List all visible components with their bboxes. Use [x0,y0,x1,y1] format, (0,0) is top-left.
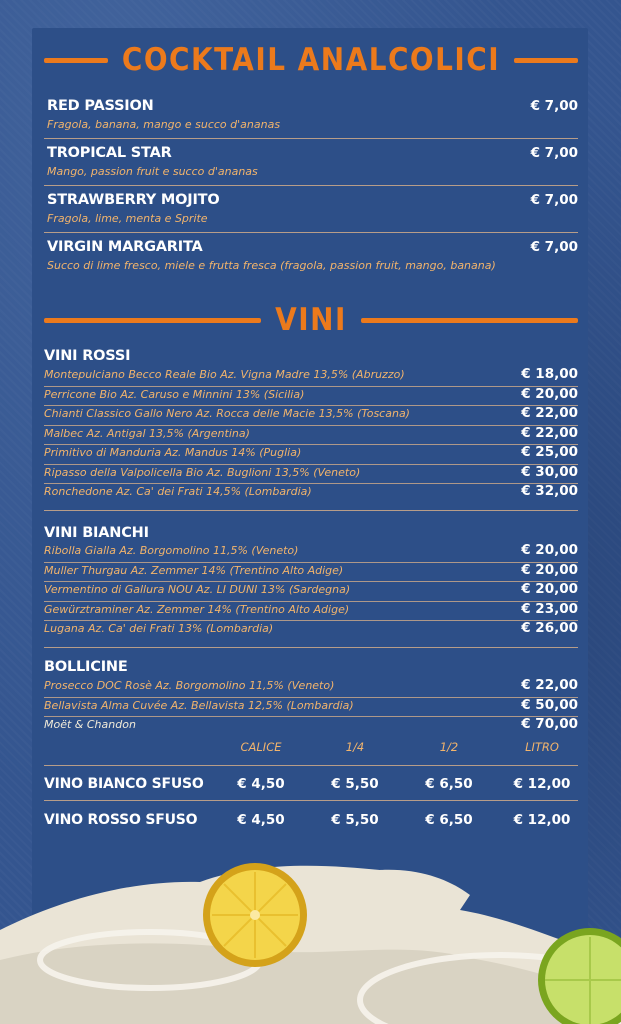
wine-row [44,601,578,622]
wine-price: € 22,00 [521,677,578,693]
column-header-litro: LITRO [525,740,559,754]
column-header-quarter: 1/4 [345,740,365,754]
wine-row [44,581,578,602]
sfuso-price: € 5,50 [331,776,379,792]
wine-row [44,697,578,718]
cocktail-price: € 7,00 [530,98,578,114]
cocktail-name: VIRGIN MARGARITA [47,239,203,255]
wine-row [44,444,578,465]
wine-section-header [44,300,578,340]
sfuso-price: € 4,50 [237,776,285,792]
wine-price: € 50,00 [521,696,578,713]
sfuso-price: € 6,50 [425,812,473,828]
divider [44,232,578,233]
wine-name: Malbec Az. Antigal 13,5% (Argentina) [44,426,250,440]
cocktail-name: TROPICAL STAR [47,145,172,161]
wine-price: € 20,00 [521,542,578,558]
divider [44,510,578,511]
wine-name: Vermentino di Gallura NOU Az. LI DUNI 13% (Sardegna) [44,583,351,596]
wine-row [44,620,578,640]
sfuso-price: € 12,00 [513,776,571,792]
divider [44,800,578,801]
wine-name: Bellavista Alma Cuvée Az. Bellavista 12,5% (Lombardia) [44,698,354,712]
wine-row [44,716,578,736]
wine-row [44,386,578,407]
wine-row [44,405,578,426]
wine-price: € 32,00 [521,483,578,499]
divider [44,765,578,766]
cocktail-description: Fragola, lime, menta e Sprite [47,212,208,225]
cocktail-price: € 7,00 [530,145,578,161]
white-wines-title: VINI BIANCHI [44,525,149,541]
divider [44,185,578,186]
sfuso-price: € 6,50 [425,776,473,792]
divider [44,138,578,139]
wine-price: € 22,00 [521,424,578,441]
cocktail-section-header [44,40,578,80]
wine-row [44,483,578,503]
wine-name: Perricone Bio Az. Caruso e Minnini 13% (Sicilia) [44,387,305,401]
wine-price: € 30,00 [521,463,578,480]
wine-row [44,464,578,485]
column-header-half: 1/2 [439,740,459,754]
wine-name: Prosecco DOC Rosè Az. Borgomolino 11,5% (Veneto) [44,679,335,692]
wine-name: Montepulciano Becco Reale Bio Az. Vigna Madre 13,5% (Abruzzo) [44,368,405,381]
wine-name: Ripasso della Valpolicella Bio Az. Buglioni 13,5% (Veneto) [44,465,361,479]
header-rule-left [44,318,261,323]
wine-name: Chianti Classico Gallo Nero Az. Rocca delle Macie 13,5% (Toscana) [44,407,410,420]
sfuso-row-label: VINO BIANCO SFUSO [44,776,204,792]
wine-name: Ribolla Gialla Az. Borgomolino 11,5% (Veneto) [44,544,299,557]
cocktail-glasses-illustration [0,840,621,1024]
wine-row [44,677,578,698]
header-rule-right [514,58,578,63]
sparkling-wines-title: BOLLICINE [44,659,128,675]
header-rule-left [44,58,108,63]
wine-row [44,562,578,583]
wine-name: Lugana Az. Ca' dei Frati 13% (Lombardia) [44,622,274,635]
wine-price: € 22,00 [521,405,578,421]
cocktail-price: € 7,00 [530,239,578,255]
wine-price: € 20,00 [521,561,578,578]
header-rule-right [361,318,578,323]
wine-price: € 23,00 [521,600,578,617]
wine-name: Muller Thurgau Az. Zemmer 14% (Trentino Alto Adige) [44,563,344,577]
sfuso-row-label: VINO ROSSO SFUSO [44,812,198,828]
wine-row [44,366,578,387]
wine-name: Primitivo di Manduria Az. Mandus 14% (Puglia) [44,446,302,459]
divider [44,647,578,648]
wine-price: € 20,00 [521,385,578,402]
wine-price: € 25,00 [521,444,578,460]
sfuso-price: € 5,50 [331,812,379,828]
red-wines-title: VINI ROSSI [44,348,131,364]
column-header-calice: CALICE [240,740,282,754]
cocktail-price: € 7,00 [530,192,578,208]
cocktail-description: Mango, passion fruit e succo d'ananas [47,165,258,178]
wine-name: Ronchedone Az. Ca' dei Frati 14,5% (Lombardia) [44,485,312,498]
wine-name: Gewürztraminer Az. Zemmer 14% (Trentino Alto Adige) [44,602,350,616]
wine-price: € 26,00 [521,620,578,636]
sfuso-price: € 4,50 [237,812,285,828]
cocktail-name: STRAWBERRY MOJITO [47,192,220,208]
lemon-slice-icon [203,863,307,967]
sfuso-price: € 12,00 [513,812,571,828]
wine-row [44,542,578,563]
cocktail-name: RED PASSION [47,98,154,114]
cocktail-description: Fragola, banana, mango e succo d'ananas [47,118,281,131]
wine-section-title: VINI [275,302,347,338]
cocktail-section-title: COCKTAIL ANALCOLICI [121,42,501,78]
cocktail-description: Succo di lime fresco, miele e frutta fresca (fragola, passion fruit, mango, banana) [47,259,496,272]
wine-name: Moët & Chandon [44,718,136,731]
wine-row [44,425,578,446]
wine-price: € 20,00 [521,581,578,597]
wine-price: € 70,00 [521,716,578,732]
wine-price: € 18,00 [521,366,578,382]
